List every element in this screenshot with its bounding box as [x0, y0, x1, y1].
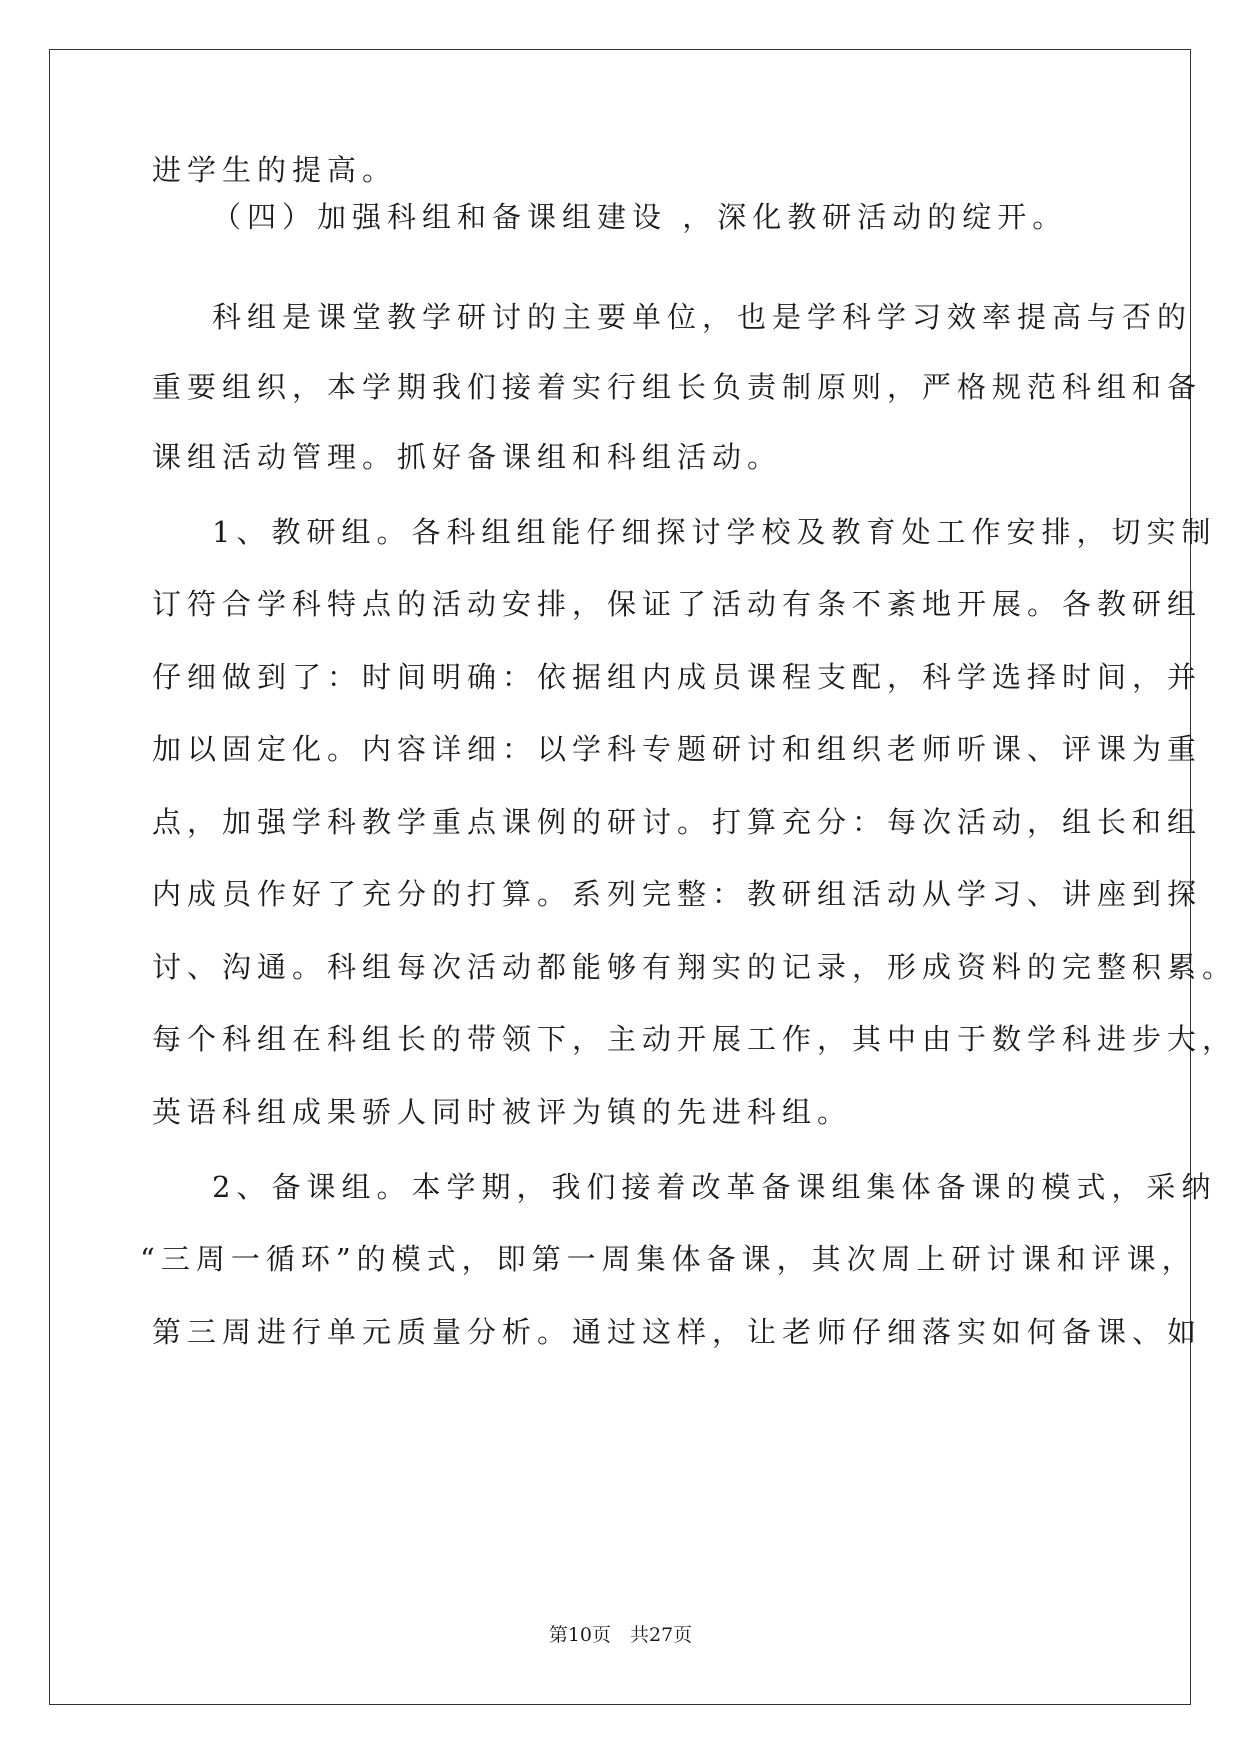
text-line: 科组是课堂教学研讨的主要单位，也是学科学习效率提高与否的 — [212, 300, 1193, 334]
section-heading: （四）加强科组和备课组建设 ，深化教研活动的绽开。 — [212, 200, 1068, 234]
text-line: 1、教研组。各科组组能仔细探讨学校及教育处工作安排，切实制 — [212, 515, 1217, 549]
text-line: 英语科组成果骄人同时被评为镇的先进科组。 — [152, 1095, 853, 1129]
text-line: 进学生的提高。 — [152, 153, 398, 187]
text-line: 每个科组在科组长的带领下，主动开展工作，其中由于数学科进步大， — [152, 1022, 1238, 1056]
text-line: 点，加强学科教学重点课例的研讨。打算充分：每次活动，组长和组 — [152, 805, 1203, 839]
text-line: 加以固定化。内容详细：以学科专题研讨和组织老师听课、评课为重 — [152, 732, 1203, 766]
text-line: “三周一循环”的模式，即第一周集体备课，其次周上研讨课和评课， — [140, 1242, 1197, 1276]
text-line: 订符合学科特点的活动安排，保证了活动有条不紊地开展。各教研组 — [152, 587, 1203, 621]
text-line: 重要组织，本学期我们接着实行组长负责制原则，严格规范科组和备 — [152, 370, 1203, 404]
text-line: 仔细做到了：时间明确：依据组内成员课程支配，科学选择时间，并 — [152, 660, 1203, 694]
text-line: 2、备课组。本学期，我们接着改革备课组集体备课的模式，采纳 — [212, 1170, 1217, 1204]
text-line: 讨、沟通。科组每次活动都能够有翔实的记录，形成资料的完整积累。 — [152, 950, 1238, 984]
page-number: 第10页 共27页 — [548, 1624, 693, 1646]
text-line: 第三周进行单元质量分析。通过这样，让老师仔细落实如何备课、如 — [152, 1315, 1203, 1349]
text-line: 课组活动管理。抓好备课组和科组活动。 — [152, 440, 783, 474]
text-line: 内成员作好了充分的打算。系列完整：教研组活动从学习、讲座到探 — [152, 877, 1203, 911]
